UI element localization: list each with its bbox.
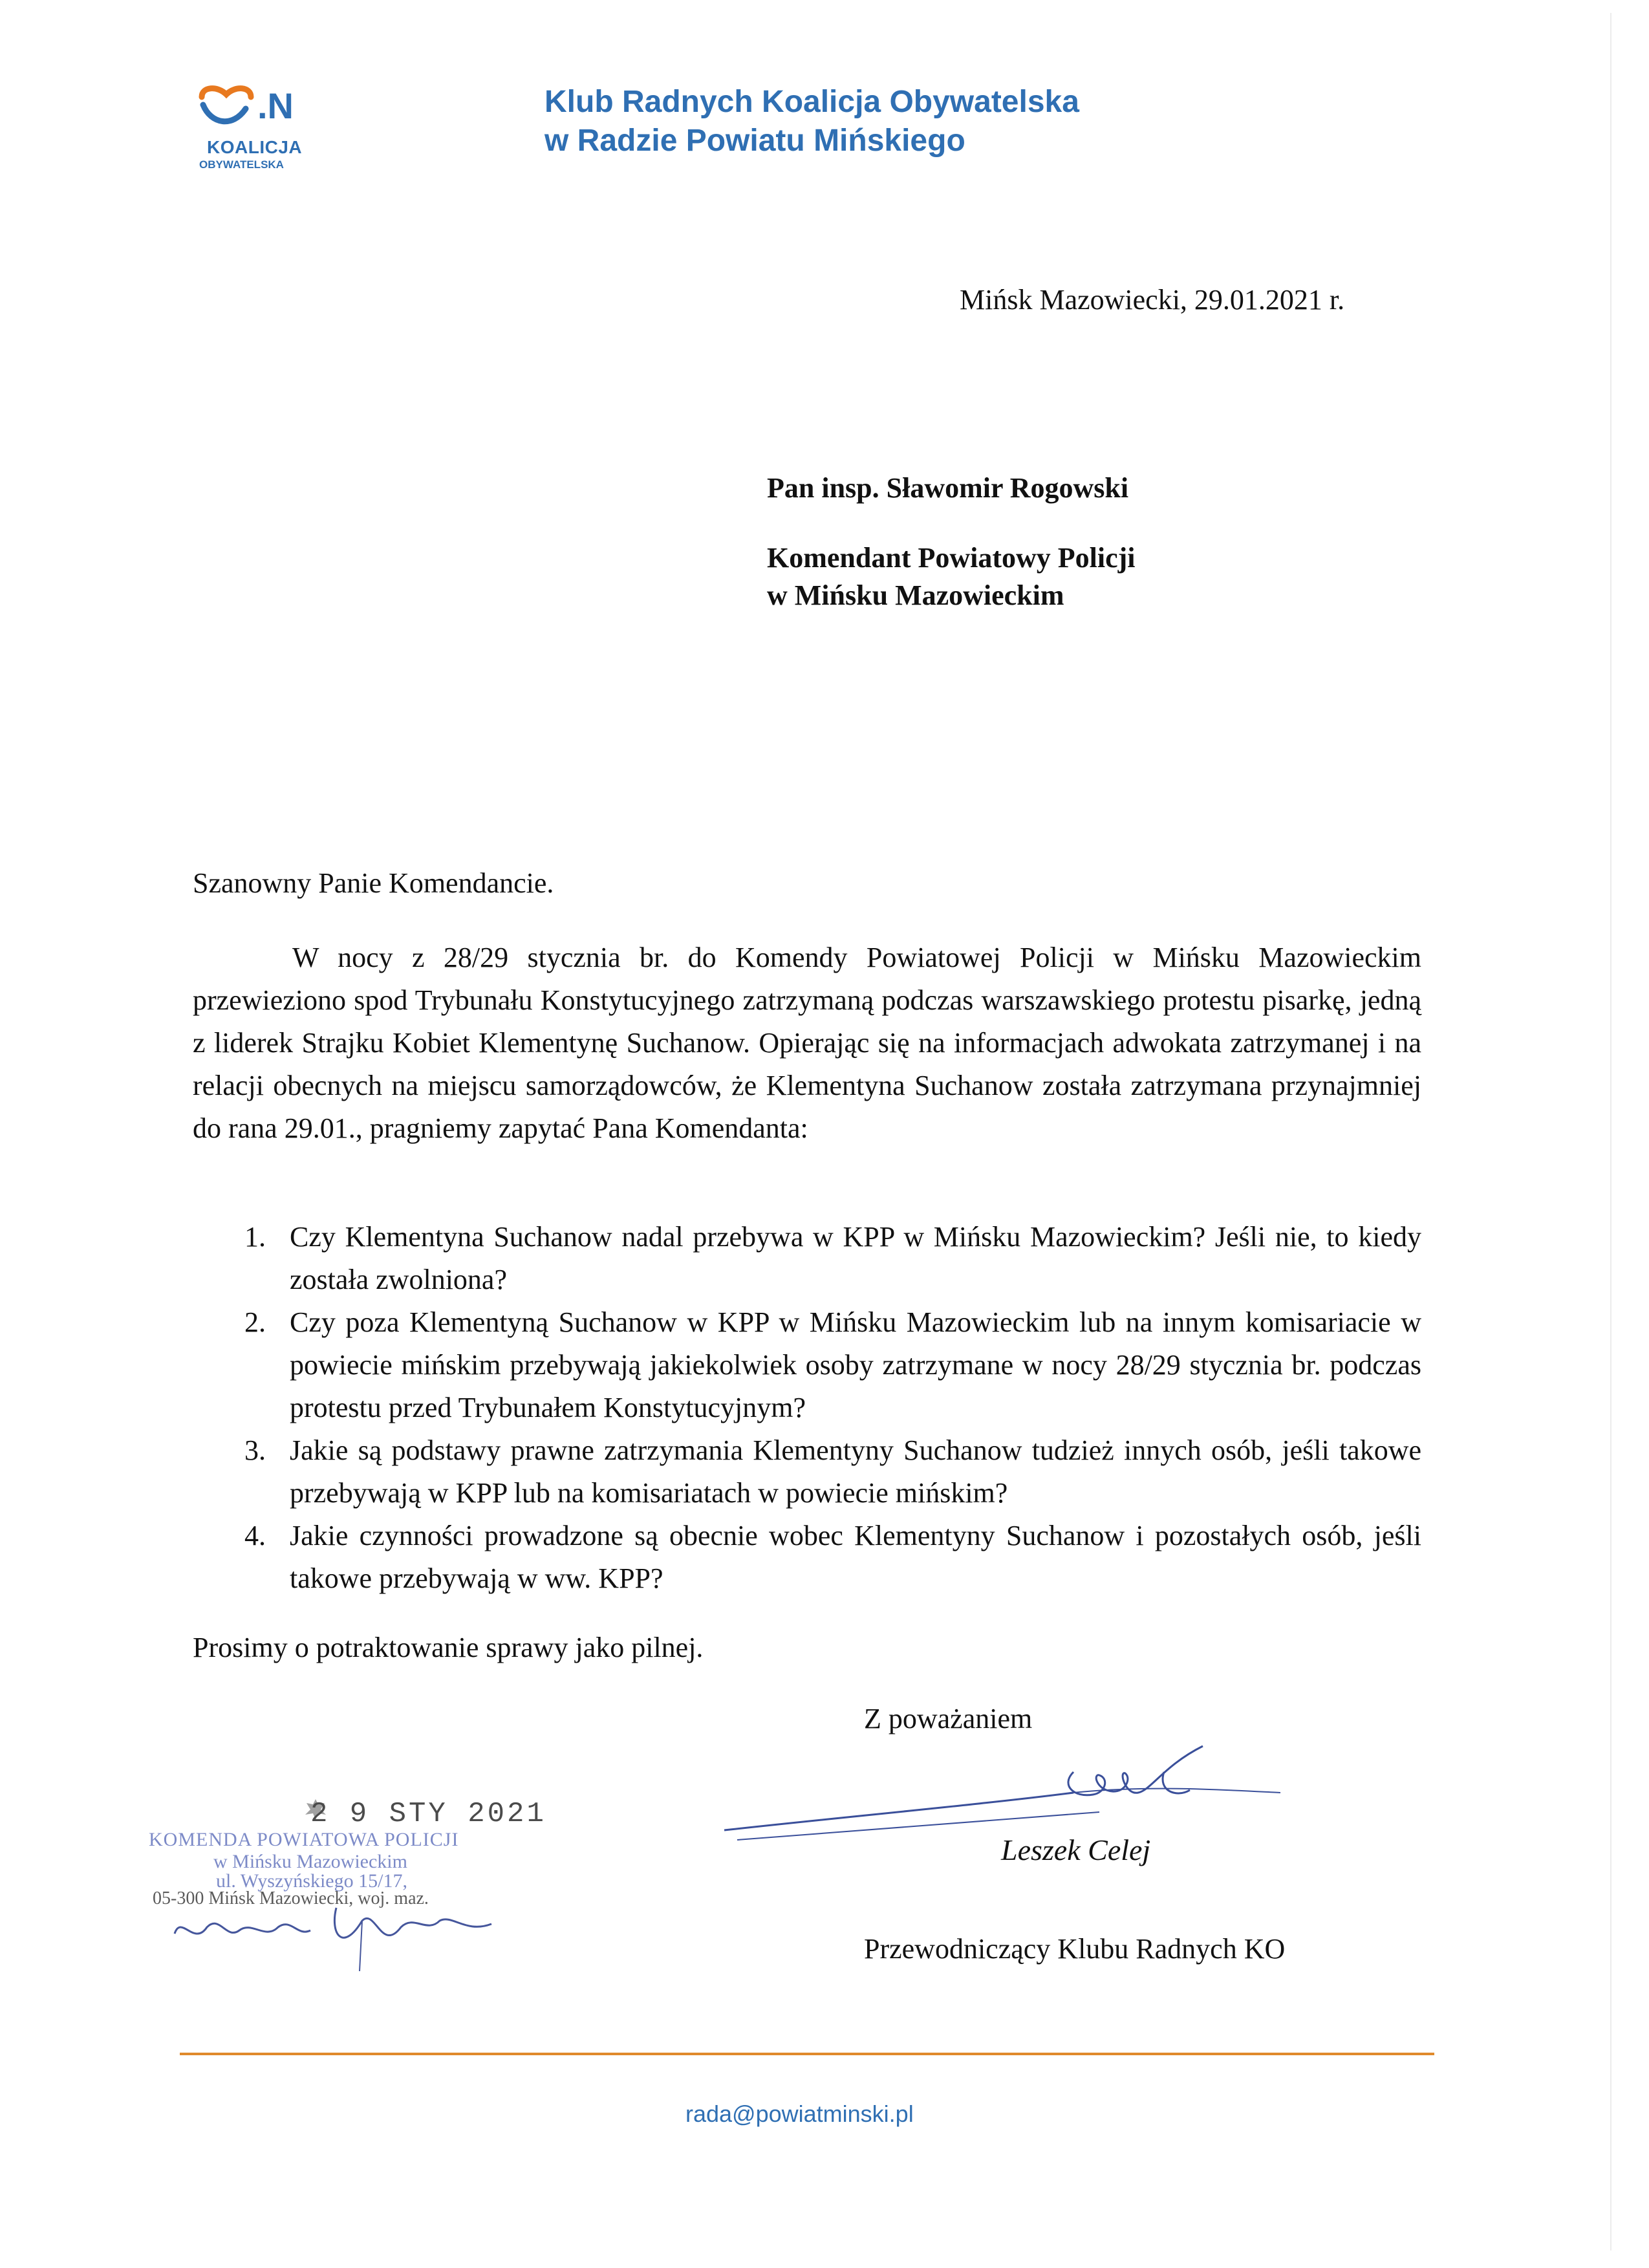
regards: Z poważaniem	[864, 1703, 1033, 1734]
stamp-line-2: w Mińsku Mazowieckim	[213, 1851, 407, 1872]
salutation: Szanowny Panie Komendancie.	[193, 867, 554, 899]
logo-koalicja-text: KOALICJA	[207, 137, 303, 157]
signer-name: Leszek Celej	[1001, 1833, 1151, 1866]
list-item-text: Czy poza Klementyną Suchanow w KPP w Mińsku Mazowieckim lub na innym komisariacie w powiecie mińskim przebywają jakiekolwiek osoby zatrzymane w nocy 28/29 stycznia br. podczas protestu przed Trybunałem Konstytucyjnym?	[290, 1306, 1421, 1423]
logo-mark-letter: .N	[257, 85, 294, 126]
stamp-line-4: 05-300 Mińsk Mazowiecki, woj. maz.	[153, 1888, 429, 1908]
letterhead-line-1: Klub Radnych Koalicja Obywatelska	[544, 85, 1079, 119]
list-item-text: Jakie są podstawy prawne zatrzymania Klementyny Suchanow tudzież innych osób, jeśli takowe przebywają w KPP lub na komisariatach w powiecie mińskim?	[290, 1434, 1421, 1509]
list-item-number: 1.	[244, 1221, 266, 1253]
body-paragraph	[193, 936, 1421, 1150]
stamp-date: 2 9 STY 2021	[310, 1798, 546, 1830]
list-item	[193, 1515, 1421, 1600]
stamp-line-1: KOMENDA POWIATOWA POLICJI	[149, 1829, 459, 1850]
scan-edge-line	[1610, 13, 1611, 2251]
body-paragraph-text: W nocy z 28/29 stycznia br. do Komendy Powiatowej Policji w Mińsku Mazowieckim przewieziono spod Trybunału Konstytucyjnego zatrzymaną podczas warszawskiego protestu pisarkę, jedną z liderek Strajku Kobiet Klementynę Suchanow. Opierając się na informacjach adwokata zatrzymanej i na relacji obecnych na miejscu samorządowców, że Klementyna Suchanow została zatrzymana przynajmniej do rana 29.01., pragniemy zapytać Pana Komendanta:	[193, 942, 1421, 1144]
koalicja-logo	[194, 83, 304, 180]
receipt-stamp	[149, 1798, 563, 1953]
recipient-title-line-1: Komendant Powiatowy Policji	[767, 542, 1136, 574]
footer-email: rada@powiatminski.pl	[685, 2101, 914, 2127]
list-item-text: Czy Klementyna Suchanow nadal przebywa w KPP w Mińsku Mazowieckim? Jeśli nie, to kiedy została zwolniona?	[290, 1221, 1421, 1295]
signer-position: Przewodniczący Klubu Radnych KO	[864, 1933, 1286, 1965]
place-date: Mińsk Mazowiecki, 29.01.2021 r.	[960, 284, 1345, 316]
list-item-number: 3.	[244, 1434, 266, 1466]
list-item-text: Jakie czynności prowadzone są obecnie wobec Klementyny Suchanow i pozostałych osób, jeśli takowe przebywają w ww. KPP?	[290, 1520, 1421, 1594]
stamp-handwritten-signature	[168, 1895, 530, 1972]
logo-obywatelska-text: OBYWATELSKA	[199, 158, 284, 171]
letterhead-line-2: w Radzie Powiatu Mińskiego	[544, 124, 965, 158]
list-item	[193, 1429, 1421, 1515]
list-item-number: 2.	[244, 1306, 266, 1338]
logo-heart-icon	[194, 83, 259, 135]
recipient-title-line-2: w Mińsku Mazowieckim	[767, 579, 1064, 611]
question-list	[193, 1216, 1421, 1600]
list-item	[193, 1216, 1421, 1301]
list-item	[193, 1301, 1421, 1429]
list-item-number: 4.	[244, 1520, 266, 1551]
footer-rule	[180, 2053, 1434, 2055]
closing-sentence: Prosimy o potraktowanie sprawy jako pilnej.	[193, 1632, 704, 1663]
stamp-line-3: ul. Wyszyńskiego 15/17,	[216, 1870, 407, 1892]
letterhead-title	[544, 83, 1079, 160]
recipient-name: Pan insp. Sławomir Rogowski	[767, 472, 1129, 504]
